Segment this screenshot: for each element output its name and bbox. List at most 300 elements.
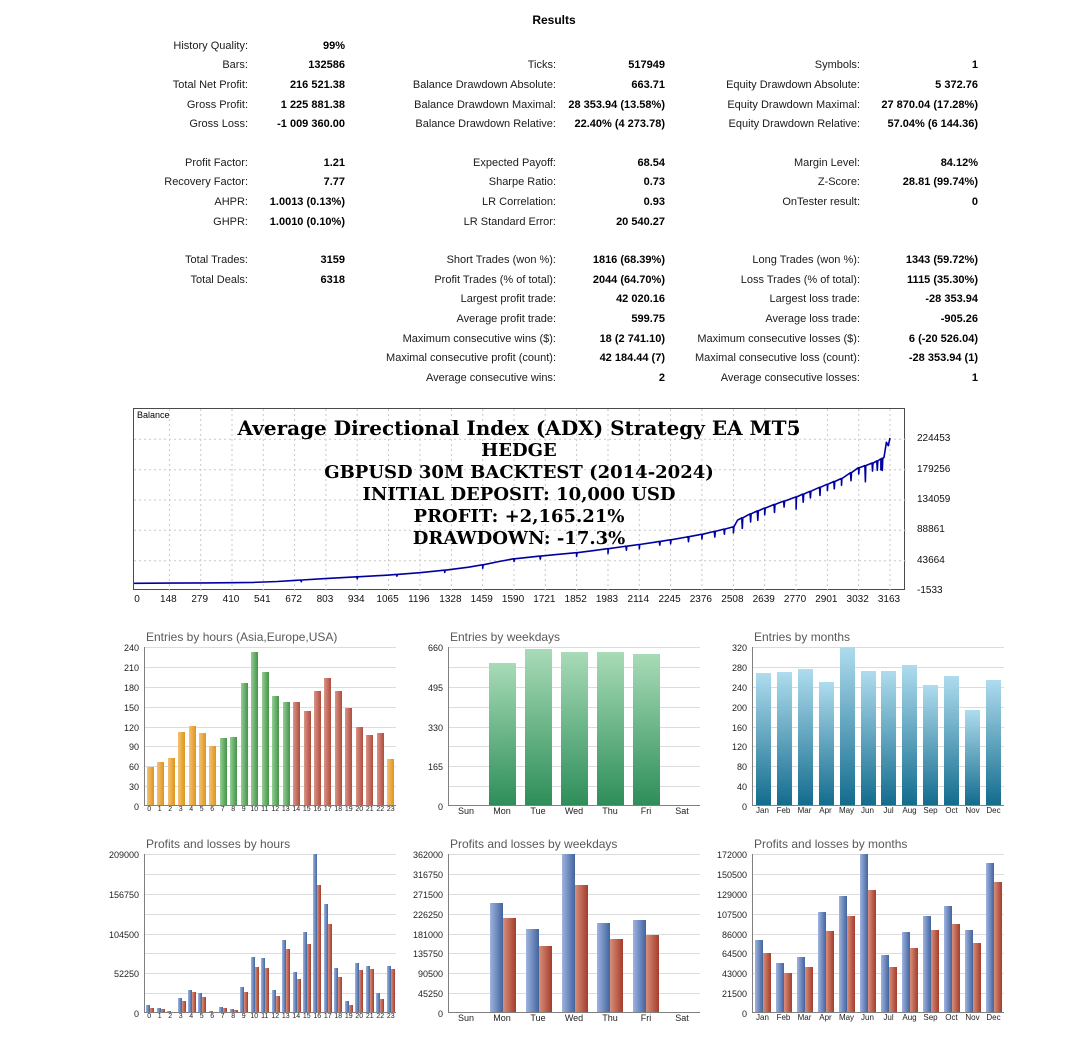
axis-tick-label: 19 xyxy=(344,806,353,813)
axis-tick-label: 0 xyxy=(147,806,152,813)
plot-area xyxy=(752,854,1004,1013)
bar-bar-14 xyxy=(293,702,300,805)
axis-tick-label: 148 xyxy=(160,594,177,605)
bar-slot xyxy=(816,854,837,1012)
balance-plot-area xyxy=(133,408,905,590)
axis-tick-label: 2901 xyxy=(815,594,838,605)
balance-overlay-text xyxy=(134,417,904,550)
axis-tick-label: Nov xyxy=(965,1013,980,1022)
stat-value: 6318 xyxy=(320,273,345,286)
bar-slot xyxy=(344,854,354,1012)
axis-tick-label: 672 xyxy=(285,594,302,605)
bar-slot xyxy=(176,647,186,805)
bar-bar-22 xyxy=(377,733,384,805)
axis-tick-label: Nov xyxy=(965,806,980,815)
axis-tick-label: 240 xyxy=(731,682,747,693)
axis-tick-label: 88861 xyxy=(917,524,945,536)
bar-slot xyxy=(664,647,700,805)
loss-bar-19 xyxy=(349,1005,353,1012)
bar-bar-21 xyxy=(366,735,373,805)
profit-bar-Jan xyxy=(755,940,763,1012)
loss-bar-Fri xyxy=(646,935,659,1012)
axis-tick-label: 180 xyxy=(123,682,139,693)
axis-tick-label: Mon xyxy=(493,806,511,816)
bar-slot xyxy=(774,854,795,1012)
stat-label: Maximum consecutive losses ($): xyxy=(697,332,860,345)
stat-value: -28 353.94 (1) xyxy=(908,352,978,365)
bar-slot xyxy=(557,854,593,1012)
bar-slot xyxy=(664,854,700,1012)
bar-slot xyxy=(187,647,197,805)
stat-value: 1816 (68.39%) xyxy=(592,254,665,267)
loss-bar-17 xyxy=(328,924,332,1012)
stat-row xyxy=(130,348,978,368)
loss-bar-Wed xyxy=(575,885,588,1012)
stat-label: Largest loss trade: xyxy=(769,293,860,306)
axis-tick-label: 21500 xyxy=(721,989,747,1000)
axis-tick-label: 7 xyxy=(220,806,225,813)
axis-tick-label: 17 xyxy=(323,1013,332,1020)
stat-value: 517949 xyxy=(628,59,665,72)
stat-row xyxy=(130,309,978,329)
bar-bar-Mon xyxy=(489,663,516,805)
bar-slot xyxy=(145,647,155,805)
axis-tick-label: 21 xyxy=(365,806,374,813)
axis-tick-label: 45250 xyxy=(417,989,443,1000)
overlay-line-hedge: HEDGE xyxy=(481,440,557,461)
stat-label: Average profit trade: xyxy=(456,312,556,325)
bar-slot xyxy=(837,647,858,805)
loss-bar-Thu xyxy=(610,939,623,1012)
loss-bar-3 xyxy=(182,1001,186,1012)
axis-tick-label: Jul xyxy=(883,806,894,815)
axis-tick-label: Wed xyxy=(564,1013,584,1023)
loss-bar-Jul xyxy=(889,967,897,1012)
bar-slot xyxy=(229,647,239,805)
stat-label: Total Deals: xyxy=(190,273,248,286)
bar-slot xyxy=(176,854,186,1012)
stat-label: LR Standard Error: xyxy=(463,215,556,228)
axis-tick-label: 165 xyxy=(427,762,443,773)
bar-slot xyxy=(920,854,941,1012)
axis-tick-label: Dec xyxy=(986,1013,1001,1022)
loss-bar-Jun xyxy=(868,890,876,1012)
stat-label: Gross Profit: xyxy=(186,98,248,111)
axis-tick-label: 43000 xyxy=(721,969,747,980)
axis-tick-label: 14 xyxy=(292,1013,301,1020)
stat-value: 7.77 xyxy=(323,176,345,189)
axis-tick-label: -1533 xyxy=(917,585,943,596)
overlay-line-backtest: GBPUSD 30M BACKTEST (2014-2024) xyxy=(324,462,714,483)
axis-tick-label: 11 xyxy=(261,806,269,813)
axis-tick-label: 8 xyxy=(231,806,236,813)
bar-slot xyxy=(187,854,197,1012)
stat-label: Long Trades (won %): xyxy=(752,254,860,267)
axis-tick-label: 1196 xyxy=(408,594,430,605)
stat-row xyxy=(130,250,978,270)
stat-value: 28.81 (99.74%) xyxy=(902,176,978,189)
stat-row xyxy=(130,368,978,388)
axis-tick-label: 6 xyxy=(210,806,215,813)
profit-bar-Jul xyxy=(881,955,889,1012)
loss-bar-16 xyxy=(317,885,321,1012)
profit-bar-Mon xyxy=(490,903,503,1012)
axis-tick-label: 23 xyxy=(386,806,395,813)
axis-tick-label: Tue xyxy=(530,1013,546,1023)
bar-slot xyxy=(899,647,920,805)
axis-tick-label: 129000 xyxy=(716,889,747,900)
bar-bar-4 xyxy=(189,726,196,805)
axis-tick-label: May xyxy=(838,1013,855,1022)
axis-tick-label: Sat xyxy=(675,1013,689,1023)
axis-tick-label: 160 xyxy=(731,722,747,733)
bar-slot xyxy=(485,854,521,1012)
bar-slot xyxy=(260,647,270,805)
bar-slot xyxy=(250,854,260,1012)
stat-row xyxy=(130,114,978,134)
axis-tick-label: 1459 xyxy=(470,594,493,605)
stat-label: GHPR: xyxy=(213,215,248,228)
stat-label: Ticks: xyxy=(527,59,556,72)
stat-value: 1 225 881.38 xyxy=(280,98,345,111)
loss-bar-22 xyxy=(380,999,384,1012)
stat-label: Average consecutive wins: xyxy=(425,371,556,384)
loss-bar-4 xyxy=(192,992,196,1012)
bar-slot xyxy=(239,647,249,805)
axis-tick-label: 224453 xyxy=(917,433,951,445)
axis-tick-label: Thu xyxy=(602,1013,618,1023)
axis-tick-label: 104500 xyxy=(108,929,139,940)
axis-tick-label: 22 xyxy=(376,1013,385,1020)
stat-value: 2044 (64.70%) xyxy=(592,273,665,286)
axis-tick-label: 226250 xyxy=(412,909,443,920)
axis-tick-label: 20 xyxy=(355,1013,364,1020)
axis-tick-label: 660 xyxy=(427,643,443,653)
bar-bar-May xyxy=(840,647,855,805)
loss-bar-21 xyxy=(370,969,374,1012)
mini-chart-title: Entries by hours (Asia,Europe,USA) xyxy=(146,630,338,644)
y-axis-labels xyxy=(100,850,144,1019)
axis-tick-label: 2508 xyxy=(721,594,744,605)
x-axis-labels xyxy=(448,806,700,819)
y-axis-labels xyxy=(100,643,144,812)
bar-bar-1 xyxy=(157,762,164,805)
profit-bar-Thu xyxy=(597,923,610,1012)
axis-tick-label: 16 xyxy=(313,1013,322,1020)
stat-value: 42 184.44 (7) xyxy=(599,352,665,365)
axis-tick-label: 134059 xyxy=(917,493,951,505)
bar-slot xyxy=(385,854,395,1012)
stat-row xyxy=(130,153,978,173)
stat-label: Equity Drawdown Absolute: xyxy=(726,78,860,91)
bar-slot xyxy=(155,647,165,805)
axis-tick-label: Jan xyxy=(756,1013,769,1022)
bar-bar-Thu xyxy=(597,652,624,805)
stat-value: 42 020.16 xyxy=(616,293,665,306)
loss-bar-15 xyxy=(307,944,311,1012)
axis-tick-label: 181000 xyxy=(412,929,443,940)
bar-slot xyxy=(197,854,207,1012)
mini-chart-title: Profits and losses by weekdays xyxy=(450,837,618,851)
balance-series-label: Balance xyxy=(137,410,170,420)
loss-bar-23 xyxy=(391,969,395,1012)
axis-tick-label: Jun xyxy=(861,806,874,815)
loss-bar-13 xyxy=(286,949,290,1012)
stat-label: Short Trades (won %): xyxy=(446,254,556,267)
axis-tick-label: 120 xyxy=(731,742,747,753)
plot-area xyxy=(752,647,1004,806)
stat-value: -1 009 360.00 xyxy=(277,118,345,131)
axis-tick-label: 1 xyxy=(157,806,162,813)
stat-label: Profit Trades (% of total): xyxy=(434,273,556,286)
axis-tick-label: 13 xyxy=(281,1013,290,1020)
bar-bar-23 xyxy=(387,759,394,805)
axis-tick-label: 8 xyxy=(231,1013,236,1020)
plot-area xyxy=(448,647,700,806)
bar-bar-Jan xyxy=(756,673,771,805)
axis-tick-label: 15 xyxy=(302,806,311,813)
chart-entries-by-weekdays xyxy=(404,630,700,820)
axis-tick-label: 316750 xyxy=(412,869,443,880)
axis-tick-label: Apr xyxy=(819,806,832,815)
axis-tick-label: 271500 xyxy=(412,889,443,900)
bar-slot xyxy=(344,647,354,805)
bar-slot xyxy=(753,854,774,1012)
axis-tick-label: 3 xyxy=(178,806,183,813)
axis-tick-label: 330 xyxy=(427,722,443,733)
bar-bar-Feb xyxy=(777,672,792,805)
axis-tick-label: 541 xyxy=(253,594,271,605)
bar-slot xyxy=(333,647,343,805)
y-axis-labels xyxy=(404,643,448,812)
y-axis-labels xyxy=(404,850,448,1019)
chart-pl-by-weekdays xyxy=(404,837,700,1027)
axis-tick-label: 0 xyxy=(741,802,747,812)
axis-tick-label: Sun xyxy=(457,806,474,816)
axis-tick-label: 7 xyxy=(220,1013,225,1020)
bar-slot xyxy=(166,854,176,1012)
stat-row xyxy=(130,192,978,212)
loss-bar-14 xyxy=(297,979,301,1012)
loss-bar-Apr xyxy=(826,931,834,1012)
axis-tick-label: 803 xyxy=(316,594,334,605)
chart-entries-by-hours xyxy=(100,630,396,820)
axis-tick-label: 13 xyxy=(281,806,290,813)
bar-slot xyxy=(291,647,301,805)
stat-value: 84.12% xyxy=(940,156,978,169)
axis-tick-label: 0 xyxy=(437,1009,443,1019)
axis-tick-label: 64500 xyxy=(721,949,747,960)
stat-label: Maximal consecutive profit (count): xyxy=(386,352,556,365)
axis-tick-label: Thu xyxy=(602,806,618,816)
bar-slot xyxy=(879,854,900,1012)
bar-slot xyxy=(941,854,962,1012)
axis-tick-label: 4 xyxy=(189,1013,194,1020)
bar-bar-10 xyxy=(251,652,258,805)
bar-bar-Nov xyxy=(965,710,980,805)
overlay-line-deposit: INITIAL DEPOSIT: 10,000 USD xyxy=(362,484,676,505)
stat-label: Balance Drawdown Relative: xyxy=(415,118,556,131)
axis-tick-label: May xyxy=(838,806,855,815)
chart-pl-by-months xyxy=(708,837,1004,1027)
mini-chart-title: Profits and losses by hours xyxy=(146,837,291,851)
bar-bar-6 xyxy=(209,746,216,805)
stat-value: 216 521.38 xyxy=(289,78,345,91)
plot-area xyxy=(144,647,396,806)
bar-bar-11 xyxy=(262,672,269,805)
axis-tick-label: 2 xyxy=(168,1013,173,1020)
axis-tick-label: 1983 xyxy=(595,594,619,605)
axis-tick-label: Oct xyxy=(945,806,958,815)
axis-tick-label: Feb xyxy=(776,1013,791,1022)
stat-value: 18 (2 741.10) xyxy=(599,332,665,345)
axis-tick-label: 2639 xyxy=(752,594,775,605)
plot-area xyxy=(448,854,700,1013)
bar-slot xyxy=(239,854,249,1012)
axis-tick-label: 0 xyxy=(133,1009,139,1019)
axis-tick-label: 10 xyxy=(250,806,259,813)
stat-value: 20 540.27 xyxy=(616,215,665,228)
axis-tick-label: 150500 xyxy=(716,869,747,880)
bar-bar-Dec xyxy=(986,680,1001,805)
bar-slot xyxy=(354,647,364,805)
axis-tick-label: 0 xyxy=(133,802,139,812)
stat-label: Equity Drawdown Maximal: xyxy=(727,98,860,111)
loss-bar-20 xyxy=(359,970,363,1012)
stat-label: Balance Drawdown Maximal: xyxy=(414,98,556,111)
axis-tick-label: 90500 xyxy=(417,969,443,980)
bar-slot xyxy=(837,854,858,1012)
axis-tick-label: Jun xyxy=(861,1013,874,1022)
bar-slot xyxy=(291,854,301,1012)
axis-tick-label: Aug xyxy=(902,806,917,815)
bar-slot xyxy=(302,647,312,805)
axis-tick-label: 1328 xyxy=(439,594,462,605)
results-title: Results xyxy=(532,13,576,27)
loss-bar-9 xyxy=(244,992,248,1012)
profit-bar-Dec xyxy=(986,863,994,1012)
axis-tick-label: 17 xyxy=(323,806,332,813)
stat-value: 28 353.94 (13.58%) xyxy=(568,98,665,111)
bar-bar-9 xyxy=(241,683,248,805)
axis-tick-label: 90 xyxy=(128,742,139,753)
stat-label: Expected Payoff: xyxy=(473,156,556,169)
y-axis-labels xyxy=(708,643,752,812)
bar-bar-Sep xyxy=(923,685,938,805)
axis-tick-label: Sat xyxy=(675,806,689,816)
bar-bar-Apr xyxy=(819,682,834,805)
stat-label: Average consecutive losses: xyxy=(720,371,860,384)
axis-tick-label: 18 xyxy=(334,806,343,813)
bar-bar-Jun xyxy=(861,671,876,805)
bar-slot xyxy=(260,854,270,1012)
x-axis-labels xyxy=(752,806,1004,819)
bar-slot xyxy=(270,854,280,1012)
bar-slot xyxy=(270,647,280,805)
stat-row xyxy=(130,329,978,349)
axis-tick-label: 12 xyxy=(271,806,280,813)
bar-bar-17 xyxy=(324,678,331,805)
profit-bar-Apr xyxy=(818,912,826,1012)
stat-label: Recovery Factor: xyxy=(164,176,248,189)
mini-chart-title: Entries by weekdays xyxy=(450,630,561,644)
bar-bar-Aug xyxy=(902,665,917,805)
axis-tick-label: Oct xyxy=(945,1013,958,1022)
stat-value: 663.71 xyxy=(631,78,665,91)
loss-bar-5 xyxy=(202,997,206,1012)
stat-label: Profit Factor: xyxy=(185,156,248,169)
bar-bar-15 xyxy=(304,711,311,805)
axis-tick-label: 2770 xyxy=(783,594,807,605)
loss-bar-Dec xyxy=(994,882,1002,1012)
bar-slot xyxy=(879,647,900,805)
profit-bar-May xyxy=(839,896,847,1012)
axis-tick-label: 40 xyxy=(736,782,747,793)
loss-bar-18 xyxy=(338,977,342,1012)
axis-tick-label: 240 xyxy=(123,643,139,653)
bar-slot xyxy=(983,854,1004,1012)
bar-slot xyxy=(521,854,557,1012)
axis-tick-label: 20 xyxy=(355,806,364,813)
bar-slot xyxy=(753,647,774,805)
loss-bar-Oct xyxy=(952,924,960,1012)
stat-label: History Quality: xyxy=(173,39,248,52)
bar-slot xyxy=(333,854,343,1012)
chart-pl-by-hours xyxy=(100,837,396,1027)
axis-tick-label: Sun xyxy=(457,1013,474,1023)
axis-tick-label: 14 xyxy=(292,806,301,813)
bar-bar-19 xyxy=(345,708,352,805)
axis-tick-label: 0 xyxy=(147,1013,152,1020)
axis-tick-label: 11 xyxy=(261,1013,269,1020)
stat-value: 5 372.76 xyxy=(935,78,978,91)
axis-tick-label: 6 xyxy=(210,1013,215,1020)
axis-tick-label: 172000 xyxy=(716,850,747,860)
axis-tick-label: Fri xyxy=(640,1013,652,1023)
bar-slot xyxy=(592,647,628,805)
axis-tick-label: 1852 xyxy=(564,594,587,605)
stat-value: 0.93 xyxy=(643,195,665,208)
stat-label: Equity Drawdown Relative: xyxy=(728,118,860,131)
axis-tick-label: Sep xyxy=(923,806,938,815)
stat-value: -28 353.94 xyxy=(925,293,978,306)
axis-tick-label: Dec xyxy=(986,806,1001,815)
axis-tick-label: 0 xyxy=(134,594,140,605)
bar-bar-0 xyxy=(147,767,154,805)
bar-slot xyxy=(795,647,816,805)
plot-area xyxy=(144,854,396,1013)
bar-bar-2 xyxy=(168,758,175,805)
balance-x-axis xyxy=(133,594,905,607)
axis-tick-label: 52250 xyxy=(113,969,139,980)
bar-slot xyxy=(962,647,983,805)
results-section xyxy=(130,13,978,388)
stat-label: Sharpe Ratio: xyxy=(488,176,556,189)
bar-slot xyxy=(592,854,628,1012)
stat-value: 68.54 xyxy=(637,156,665,169)
stat-row xyxy=(130,75,978,95)
axis-tick-label: Feb xyxy=(776,806,791,815)
bar-slot xyxy=(166,647,176,805)
bar-bar-13 xyxy=(283,702,290,805)
bar-slot xyxy=(312,854,322,1012)
x-axis-labels xyxy=(448,1013,700,1026)
axis-tick-label: Tue xyxy=(530,806,546,816)
axis-tick-label: 135750 xyxy=(412,949,443,960)
bar-slot xyxy=(323,854,333,1012)
bar-slot xyxy=(449,854,485,1012)
balance-y-axis xyxy=(911,408,973,596)
